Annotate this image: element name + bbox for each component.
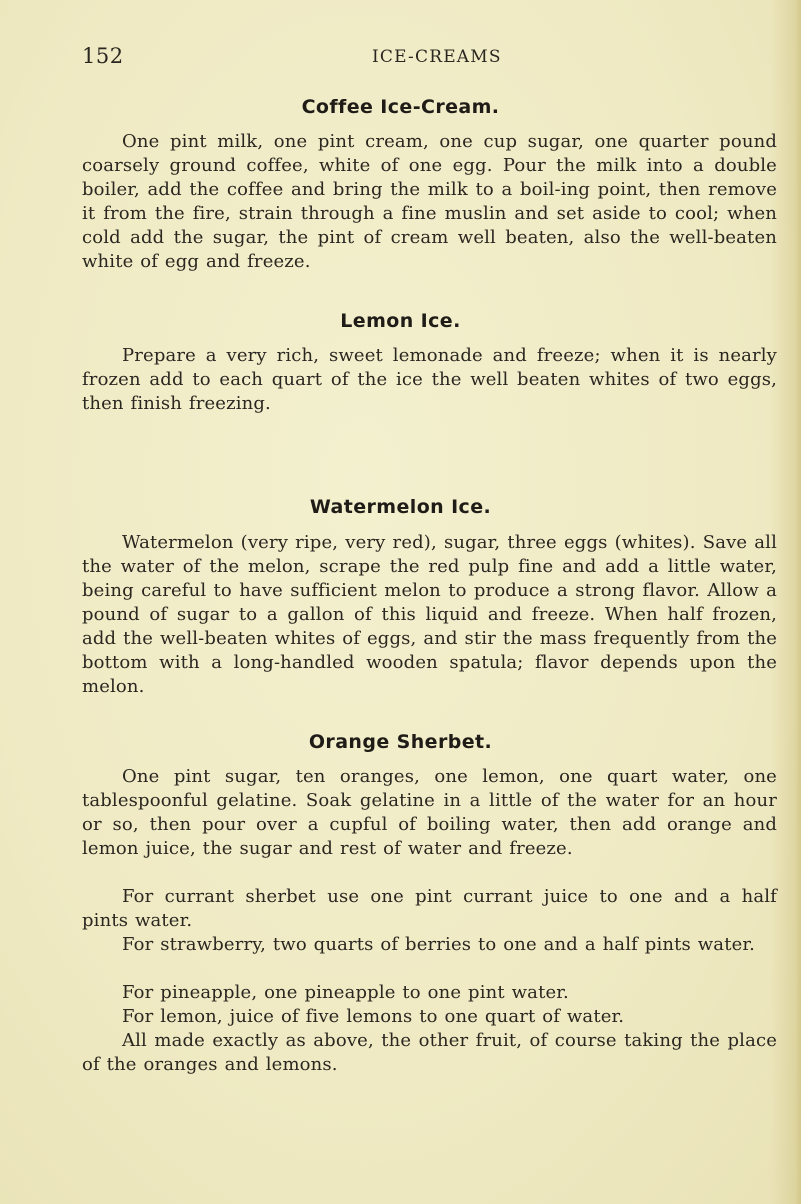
section-heading-lemon-ice: Lemon Ice. bbox=[340, 310, 461, 332]
recipe-paragraph-lemon-ice: Prepare a very rich, sweet lemonade and freeze; when it is nearly frozen add to each quart of the ice the well beaten whites of two eggs, then finish freezing. bbox=[82, 345, 777, 414]
section-heading-orange-sherbet: Orange Sherbet. bbox=[308, 731, 493, 753]
page-number: 152 bbox=[82, 44, 124, 68]
recipe-paragraph-currant-variant: For currant sherbet use one pint currant juice to one and a half pints water. bbox=[82, 886, 777, 931]
recipe-paragraph-closing-note: All made exactly as above, the other fruit, of course taking the place of the oranges and lemons. bbox=[82, 1030, 777, 1075]
recipe-paragraph-strawberry-variant: For strawberry, two quarts of berries to one and a half pints water. bbox=[122, 934, 756, 955]
recipe-paragraph-lemon-variant: For lemon, juice of five lemons to one quart of water. bbox=[122, 1006, 625, 1027]
section-heading-coffee-ice-cream: Coffee Ice-Cream. bbox=[301, 96, 500, 118]
section-heading-watermelon-ice: Watermelon Ice. bbox=[309, 496, 492, 518]
recipe-paragraph-pineapple-variant: For pineapple, one pineapple to one pint water. bbox=[122, 982, 569, 1003]
running-head: ICE-CREAMS bbox=[372, 47, 502, 67]
recipe-paragraph-watermelon-ice: Watermelon (very ripe, very red), sugar, three eggs (whites). Save all the water of the melon, scrape the red pulp fine and add a little water, being careful to have sufficient melon to produce a strong flavor. Allow a pound of sugar to a gallon of this liquid and freeze. When half frozen, add the well-beaten whites of eggs, and stir the mass frequently from the bottom with a long-handled wooden spatula; flavor depends upon the melon. bbox=[82, 532, 777, 697]
recipe-paragraph-coffee-ice-cream: One pint milk, one pint cream, one cup sugar, one quarter pound coarsely ground coffee, white of one egg. Pour the milk into a double boiler, add the coffee and bring the milk to a boil-ing point, then remove it from the fire, strain through a fine muslin and set aside to cool; when cold add the sugar, the pint of cream well beaten, also the well-beaten white of egg and freeze. bbox=[82, 131, 777, 272]
recipe-paragraph-orange-sherbet: One pint sugar, ten oranges, one lemon, one quart water, one tablespoonful gelatine. Soak gelatine in a little of the water for an hour or so, then pour over a cupful of boiling water, then add orange and lemon juice, the sugar and rest of water and freeze. bbox=[82, 766, 777, 859]
page-header bbox=[82, 44, 772, 74]
